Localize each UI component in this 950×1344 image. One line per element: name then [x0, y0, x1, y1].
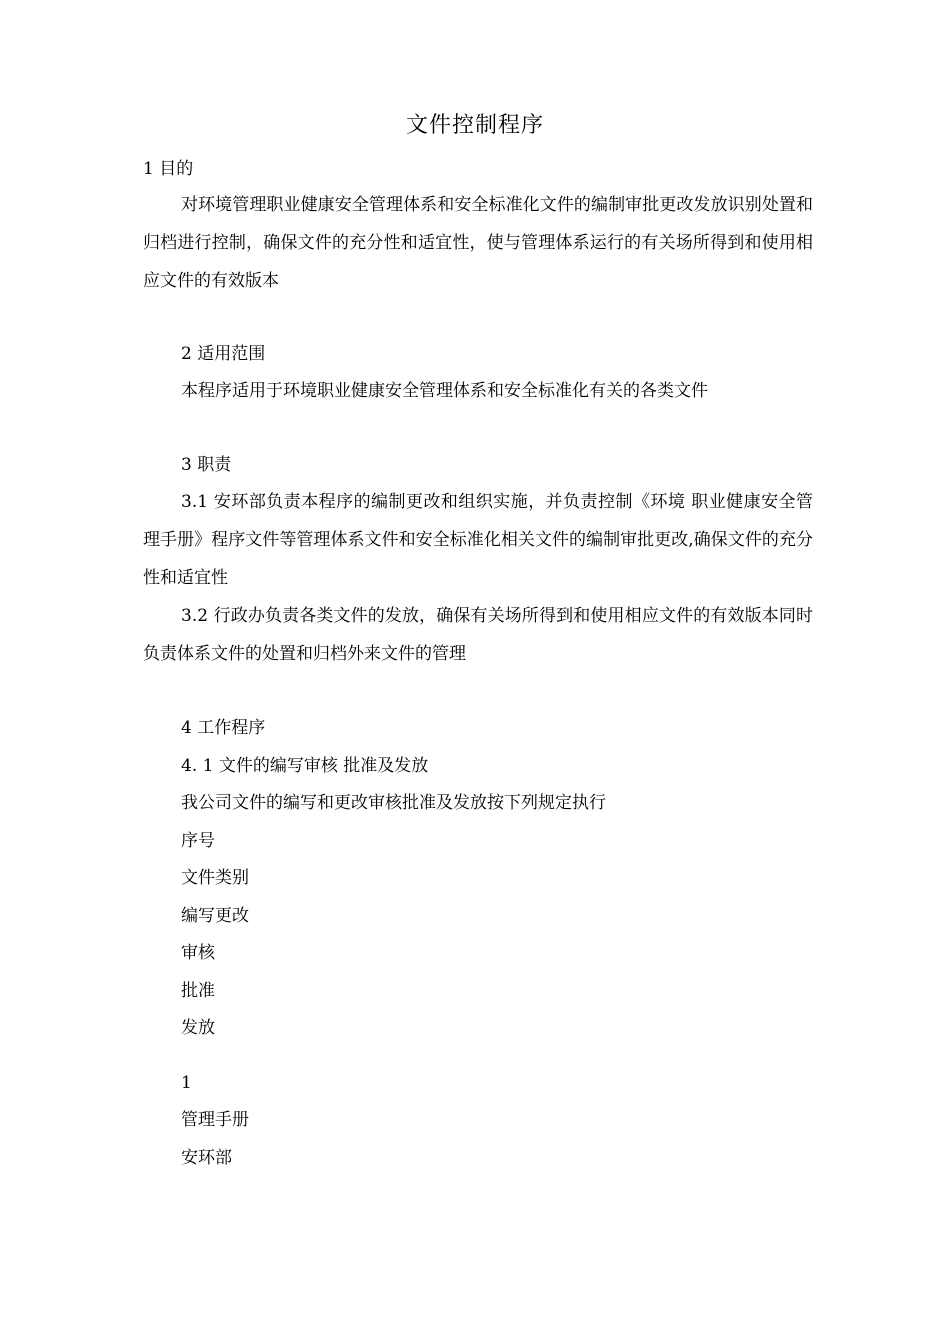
section-1-heading: 1 目的: [143, 159, 194, 179]
table-header-review: 审核: [181, 943, 215, 963]
section-1-body: 对环境管理职业健康安全管理体系和安全标准化文件的编制审批更改发放识别处置和归档进行控制，确保文件的充分性和适宜性，使与管理体系运行的有关场所得到和使用相应文件的有效版本: [143, 195, 813, 291]
section-2-heading: 2 适用范围: [181, 344, 266, 364]
section-3-item-2: 3.2 行政办负责各类文件的发放，确保有关场所得到和使用相应文件的有效版本同时负责体系文件的处置和归档外来文件的管理: [143, 606, 813, 664]
table-header-approve: 批准: [181, 981, 215, 1001]
table-row-1-seq: 1: [181, 1073, 192, 1093]
table-row-1-category: 管理手册: [181, 1110, 249, 1130]
section-4-heading: 4 工作程序: [181, 718, 266, 738]
table-header-write-change: 编写更改: [181, 906, 249, 926]
table-row-1-writer: 安环部: [181, 1148, 232, 1168]
table-header-seq: 序号: [181, 831, 215, 851]
table-header-distribute: 发放: [181, 1018, 215, 1038]
section-4-intro: 我公司文件的编写和更改审核批准及发放按下列规定执行: [181, 793, 606, 813]
table-header-category: 文件类别: [181, 868, 249, 888]
document-title: 文件控制程序: [405, 113, 544, 138]
section-3-heading: 3 职责: [181, 455, 232, 475]
section-2-body: 本程序适用于环境职业健康安全管理体系和安全标准化有关的各类文件: [181, 381, 708, 401]
section-3-item-1: 3.1 安环部负责本程序的编制更改和组织实施，并负责控制《环境 职业健康安全管理手册》程序文件等管理体系文件和安全标准化相关文件的编制审批更改,确保文件的充分性和适宜性: [143, 492, 813, 588]
section-4-sub-1: 4. 1 文件的编写审核 批准及发放: [181, 756, 429, 776]
